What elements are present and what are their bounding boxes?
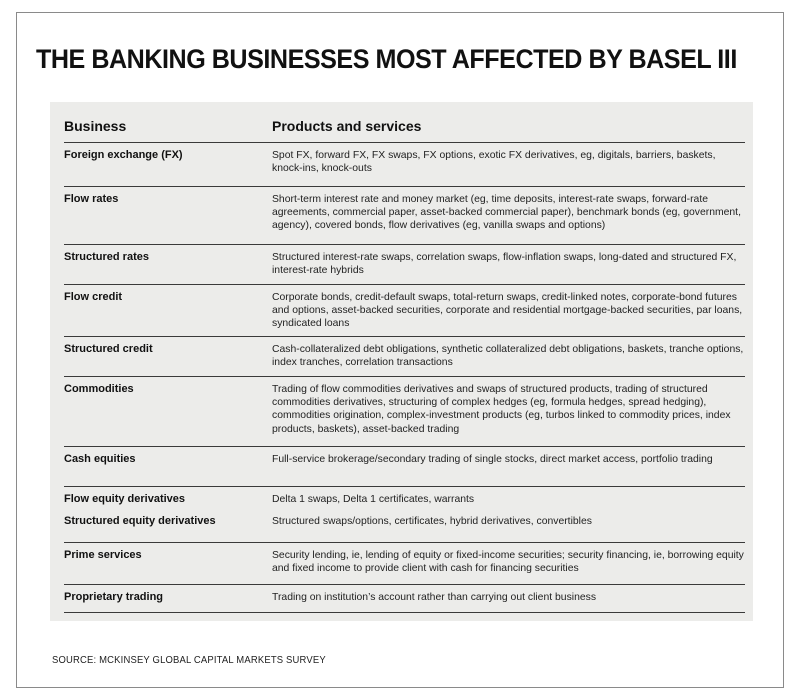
table-row xyxy=(64,486,745,543)
products-cell: Trading of flow commodities derivatives and swaps of structured products, trading of structured commodities derivatives, structuring of complex hedges (eg, formula hedges, spread hedging), commodities origination, complex-investment products (eg, turbos linked to commodity prices, index products, baskets), asset-backed trading xyxy=(272,384,731,435)
business-cell: Flow credit xyxy=(64,291,123,303)
products-cell: Delta 1 swaps, Delta 1 certificates, warrants xyxy=(272,494,475,505)
business-cell: Proprietary trading xyxy=(64,591,164,603)
source-note: SOURCE: MCKINSEY GLOBAL CAPITAL MARKETS SURVEY xyxy=(52,654,326,666)
table-row xyxy=(64,376,745,447)
business-cell: Foreign exchange (FX) xyxy=(64,149,183,161)
column-header-business: Business xyxy=(64,118,127,134)
table-row xyxy=(64,542,745,585)
table-row xyxy=(64,336,745,377)
business-cell: Commodities xyxy=(64,383,134,395)
table-row xyxy=(64,142,745,187)
business-cell: Structured credit xyxy=(64,343,153,355)
products-cell: Short-term interest rate and money market (eg, time deposits, interest-rate swaps, forward-rate agreements, commercial paper, asset-backed commercial paper), benchmark bonds (eg, government, agency), covered bonds, flow derivatives (eg, vanilla swaps and options) xyxy=(272,194,741,232)
table-header xyxy=(64,118,745,140)
products-cell: Security lending, ie, lending of equity or fixed-income securities; security financing, ie, borrowing equity and fixed income to provide client with cash for financing securities xyxy=(272,550,744,575)
products-cell: Structured interest-rate swaps, correlation swaps, flow-inflation swaps, long-dated and structured FX, interest-rate hybrids xyxy=(272,252,737,277)
figure-title: THE BANKING BUSINESSES MOST AFFECTED BY BASEL III xyxy=(36,44,737,74)
table-row xyxy=(64,284,745,337)
products-cell: Structured swaps/options, certificates, hybrid derivatives, convertibles xyxy=(272,516,592,527)
column-header-products: Products and services xyxy=(272,118,422,134)
business-cell: Cash equities xyxy=(64,453,136,465)
products-cell: Trading on institution’s account rather than carrying out client business xyxy=(272,592,597,603)
table-bottom-rule xyxy=(64,612,745,613)
table-row xyxy=(64,584,745,613)
products-cell: Cash-collateralized debt obligations, synthetic collateralized debt obligations, baskets, tranche options, index tranches, correlation transactions xyxy=(272,344,744,369)
products-cell: Corporate bonds, credit-default swaps, total-return swaps, credit-linked notes, corporate-bond futures and options, asset-backed securities, corporate and residential mortgage-backed securities, par loans, syndicated loans xyxy=(272,292,743,330)
business-cell: Flow equity derivatives xyxy=(64,493,186,505)
businesses-table xyxy=(50,102,753,621)
business-cell: Structured rates xyxy=(64,251,149,263)
products-cell: Spot FX, forward FX, FX swaps, FX options, exotic FX derivatives, eg, digitals, barriers, baskets, knock-ins, knock-outs xyxy=(272,150,716,175)
business-cell: Structured equity derivatives xyxy=(64,515,216,527)
business-cell: Prime services xyxy=(64,549,142,561)
business-cell: Flow rates xyxy=(64,193,119,205)
table-row xyxy=(64,186,745,245)
products-cell: Full-service brokerage/secondary trading of single stocks, direct market access, portfolio trading xyxy=(272,454,713,465)
table-row xyxy=(64,446,745,487)
table-row xyxy=(64,244,745,285)
